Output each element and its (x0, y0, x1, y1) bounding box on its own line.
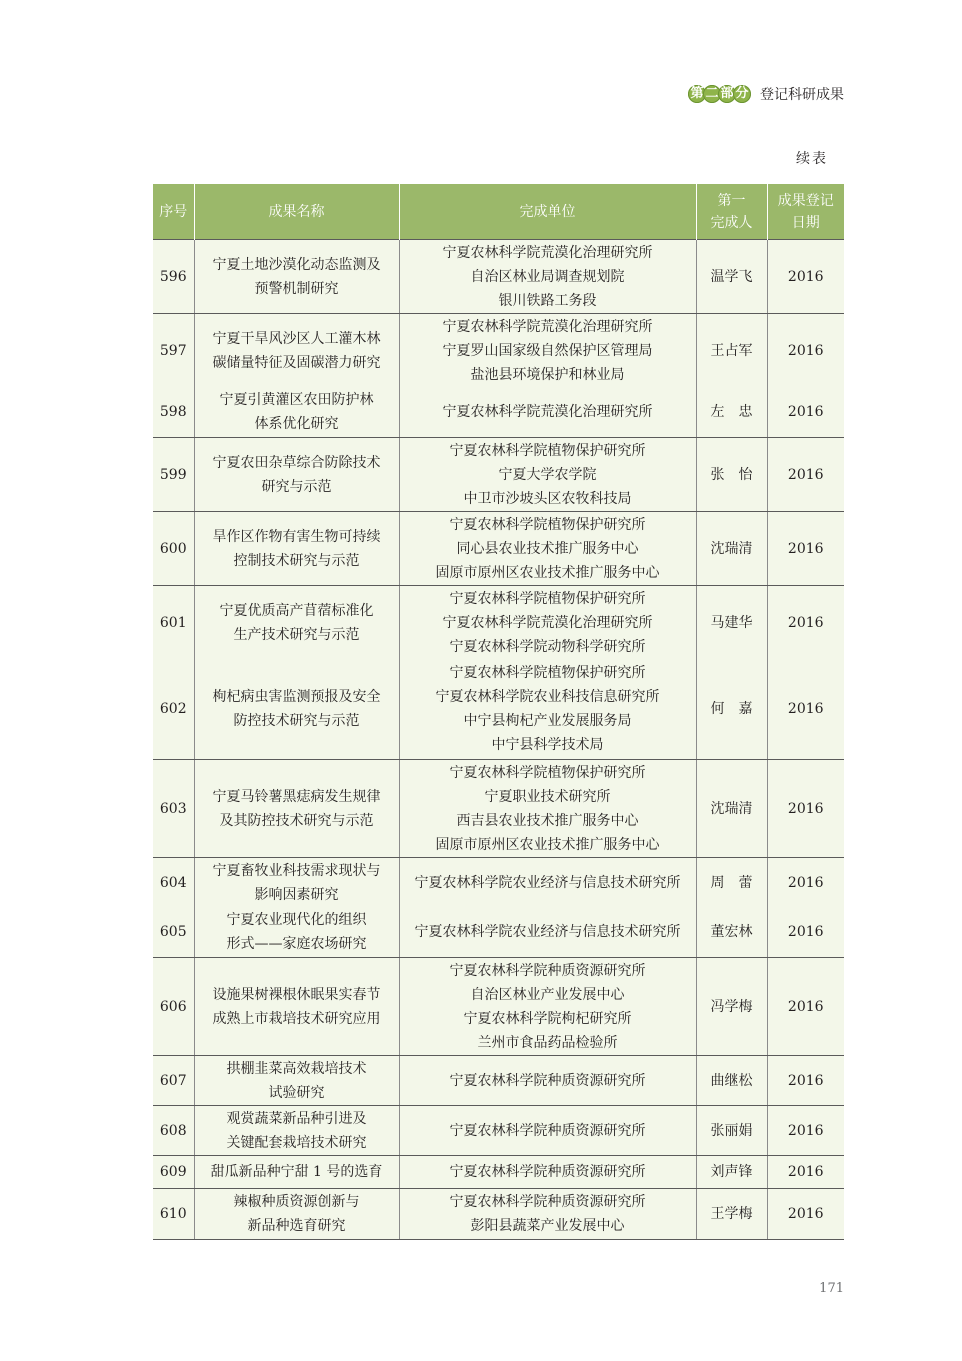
name-line: 宁夏农田杂草综合防除技术 (212, 454, 381, 471)
unit-line: 宁夏大学农学院 (498, 466, 597, 483)
unit-line: 宁夏农林科学院植物保护研究所 (449, 516, 646, 533)
unit-line: 宁夏农林科学院植物保护研究所 (449, 764, 646, 781)
unit-line: 宁夏农林科学院种质资源研究所 (449, 1194, 646, 1210)
cell-no: 596 (153, 240, 194, 314)
part-badge-char: 分 (733, 85, 751, 103)
cell-date: 2016 (767, 1156, 844, 1189)
unit-line: 宁夏罗山国家级自然保护区管理局 (442, 342, 653, 359)
cell-units (399, 1156, 696, 1189)
cell-person: 曲继松 (696, 1056, 767, 1106)
cell-no: 604 (153, 858, 194, 908)
name-line: 观赏蔬菜新品种引进及 (226, 1110, 367, 1127)
part-badge (688, 85, 748, 103)
col-header-date (767, 184, 844, 240)
cell-date: 2016 (767, 314, 844, 388)
table-row (153, 388, 844, 438)
table-row (153, 512, 844, 586)
unit-line: 宁夏农林科学院荒漠化治理研究所 (442, 318, 653, 335)
cell-person: 张 怡 (696, 438, 767, 512)
unit-line: 西吉县农业技术推广服务中心 (456, 812, 639, 829)
unit-line: 银川铁路工务段 (498, 292, 597, 309)
cell-name (194, 512, 399, 586)
cell-date: 2016 (767, 660, 844, 760)
cell-units (399, 438, 696, 512)
cell-name (194, 958, 399, 1056)
cell-name (194, 858, 399, 908)
name-line: 宁夏畜牧业科技需求现状与 (212, 862, 381, 879)
cell-no: 605 (153, 908, 194, 958)
cell-person: 冯学梅 (696, 958, 767, 1056)
table-row (153, 586, 844, 660)
cell-person: 刘声锋 (696, 1156, 767, 1189)
unit-line: 兰州市食品药品检验所 (477, 1034, 618, 1051)
unit-line: 宁夏农林科学院种质资源研究所 (449, 962, 646, 979)
unit-line: 宁夏农林科学院荒漠化治理研究所 (442, 404, 653, 421)
cell-date: 2016 (767, 1189, 844, 1240)
cell-name (194, 586, 399, 660)
cell-units (399, 388, 696, 438)
cell-no: 609 (153, 1156, 194, 1189)
cell-date: 2016 (767, 1056, 844, 1106)
unit-line: 宁夏职业技术研究所 (484, 788, 611, 805)
name-line: 拱棚韭菜高效栽培技术 (226, 1060, 367, 1077)
cell-units (399, 512, 696, 586)
name-line: 枸杞病虫害监测预报及安全 (212, 689, 381, 706)
unit-line: 宁夏农林科学院植物保护研究所 (449, 665, 646, 682)
table-row (153, 760, 844, 858)
part-badge-char: 二 (703, 85, 721, 103)
col-header-line: 日期 (791, 214, 820, 231)
cell-no: 599 (153, 438, 194, 512)
cell-units (399, 958, 696, 1056)
table-row (153, 438, 844, 512)
name-line: 体系优化研究 (254, 416, 339, 433)
unit-line: 宁夏农林科学院动物科学研究所 (449, 638, 646, 655)
unit-line: 宁夏农林科学院种质资源研究所 (449, 1164, 646, 1180)
col-header-no (153, 184, 194, 240)
cell-name (194, 660, 399, 760)
cell-no: 601 (153, 586, 194, 660)
cell-name (194, 1189, 399, 1240)
table-row (153, 314, 844, 388)
name-line: 生产技术研究与示范 (233, 626, 360, 643)
name-line: 宁夏马铃薯黑痣病发生规律 (212, 788, 381, 805)
name-line: 甜瓜新品种宁甜 1 号的选育 (210, 1164, 383, 1180)
unit-line: 宁夏农林科学院种质资源研究所 (449, 1072, 646, 1089)
name-line: 试验研究 (268, 1084, 325, 1101)
cell-date: 2016 (767, 586, 844, 660)
unit-line: 宁夏农林科学院枸杞研究所 (463, 1010, 632, 1027)
cell-units (399, 908, 696, 958)
table-row (153, 660, 844, 760)
name-line: 形式——家庭农场研究 (226, 936, 367, 953)
cell-units (399, 1106, 696, 1156)
part-badge-char: 第 (688, 85, 706, 103)
cell-no: 600 (153, 512, 194, 586)
running-header (688, 84, 844, 104)
unit-line: 宁夏农林科学院荒漠化治理研究所 (442, 244, 653, 261)
cell-units (399, 760, 696, 858)
name-line: 旱作区作物有害生物可持续 (212, 528, 381, 545)
cell-date: 2016 (767, 958, 844, 1056)
cell-units (399, 314, 696, 388)
page-number: 171 (819, 1281, 844, 1296)
cell-name (194, 438, 399, 512)
cell-person: 沈瑞清 (696, 512, 767, 586)
cell-date: 2016 (767, 1106, 844, 1156)
name-line: 成熟上市栽培技术研究应用 (212, 1010, 381, 1027)
table-row (153, 1106, 844, 1156)
table-row (153, 908, 844, 958)
unit-line: 固原市原州区农业技术推广服务中心 (435, 836, 660, 853)
table-row (153, 240, 844, 314)
cell-name (194, 1106, 399, 1156)
cell-name (194, 1056, 399, 1106)
cell-name (194, 314, 399, 388)
col-header-person (696, 184, 767, 240)
name-line: 宁夏农业现代化的组织 (226, 912, 367, 929)
unit-line: 宁夏农林科学院荒漠化治理研究所 (442, 614, 653, 631)
cell-no: 602 (153, 660, 194, 760)
cell-date: 2016 (767, 858, 844, 908)
name-line: 宁夏优质高产苜蓿标准化 (219, 602, 374, 619)
table-row (153, 958, 844, 1056)
unit-line: 宁夏农林科学院农业经济与信息技术研究所 (414, 924, 681, 941)
cell-no: 598 (153, 388, 194, 438)
cell-person: 董宏林 (696, 908, 767, 958)
col-header-line: 完成人 (710, 214, 753, 231)
cell-no: 597 (153, 314, 194, 388)
cell-no: 603 (153, 760, 194, 858)
cell-name (194, 1156, 399, 1189)
cell-units (399, 858, 696, 908)
cell-no: 607 (153, 1056, 194, 1106)
table-body (153, 240, 844, 1240)
unit-line: 同心县农业技术推广服务中心 (456, 540, 639, 557)
part-badge-char: 部 (718, 85, 736, 103)
cell-units (399, 1189, 696, 1240)
cell-no: 610 (153, 1189, 194, 1240)
name-line: 防控技术研究与示范 (233, 713, 360, 730)
unit-line: 自治区林业产业发展中心 (470, 986, 625, 1003)
table-header-row (153, 184, 844, 240)
unit-line: 中宁县科学技术局 (491, 737, 604, 754)
cell-no: 608 (153, 1106, 194, 1156)
name-line: 影响因素研究 (254, 886, 339, 903)
name-line: 控制技术研究与示范 (233, 552, 360, 569)
name-line: 新品种选育研究 (247, 1218, 346, 1234)
table-row (153, 1189, 844, 1240)
name-line: 研究与示范 (261, 478, 332, 495)
cell-name (194, 908, 399, 958)
table-row (153, 1056, 844, 1106)
cell-person: 左 忠 (696, 388, 767, 438)
cell-units (399, 240, 696, 314)
section-title: 登记科研成果 (760, 87, 844, 103)
cell-person: 何 嘉 (696, 660, 767, 760)
cell-date: 2016 (767, 512, 844, 586)
name-line: 宁夏引黄灌区农田防护林 (219, 392, 374, 409)
cell-date: 2016 (767, 438, 844, 512)
cell-name (194, 240, 399, 314)
cell-person: 马建华 (696, 586, 767, 660)
cell-person: 王学梅 (696, 1189, 767, 1240)
cell-units (399, 1056, 696, 1106)
cell-units (399, 660, 696, 760)
cell-person: 温学飞 (696, 240, 767, 314)
name-line: 宁夏土地沙漠化动态监测及 (212, 256, 381, 273)
cell-date: 2016 (767, 240, 844, 314)
unit-line: 宁夏农林科学院植物保护研究所 (449, 442, 646, 459)
col-header-line: 完成单位 (519, 203, 576, 220)
table-row (153, 1156, 844, 1189)
name-line: 设施果树裸根休眠果实春节 (212, 986, 381, 1003)
name-line: 碳储量特征及固碳潜力研究 (212, 354, 381, 371)
col-header-line: 成果登记 (777, 192, 834, 209)
col-header-units (399, 184, 696, 240)
cell-units (399, 586, 696, 660)
name-line: 关键配套栽培技术研究 (226, 1134, 367, 1151)
col-header-line: 成果名称 (268, 203, 325, 220)
cell-person: 王占军 (696, 314, 767, 388)
results-table (153, 184, 844, 1240)
cell-date: 2016 (767, 388, 844, 438)
unit-line: 固原市原州区农业技术推广服务中心 (435, 564, 660, 581)
name-line: 辣椒种质资源创新与 (233, 1194, 360, 1210)
cell-person: 周 蕾 (696, 858, 767, 908)
cell-date: 2016 (767, 760, 844, 858)
unit-line: 宁夏农林科学院种质资源研究所 (449, 1122, 646, 1139)
cell-name (194, 760, 399, 858)
cell-name (194, 388, 399, 438)
unit-line: 宁夏农林科学院农业科技信息研究所 (435, 689, 660, 706)
unit-line: 中宁县枸杞产业发展服务局 (463, 713, 632, 730)
cell-person: 张丽娟 (696, 1106, 767, 1156)
unit-line: 彭阳县蔬菜产业发展中心 (470, 1218, 625, 1234)
unit-line: 自治区林业局调查规划院 (470, 268, 625, 285)
col-header-line: 序号 (159, 203, 188, 220)
col-header-name (194, 184, 399, 240)
table-row (153, 858, 844, 908)
cell-no: 606 (153, 958, 194, 1056)
name-line: 及其防控技术研究与示范 (219, 812, 374, 829)
continued-label: 续表 (796, 151, 828, 167)
name-line: 宁夏干旱风沙区人工灌木林 (212, 330, 381, 347)
cell-date: 2016 (767, 908, 844, 958)
unit-line: 盐池县环境保护和林业局 (470, 366, 625, 383)
unit-line: 宁夏农林科学院农业经济与信息技术研究所 (414, 874, 681, 891)
name-line: 预警机制研究 (254, 280, 339, 297)
col-header-line: 第一 (717, 192, 746, 209)
cell-person: 沈瑞清 (696, 760, 767, 858)
unit-line: 宁夏农林科学院植物保护研究所 (449, 590, 646, 607)
unit-line: 中卫市沙坡头区农牧科技局 (463, 490, 632, 507)
